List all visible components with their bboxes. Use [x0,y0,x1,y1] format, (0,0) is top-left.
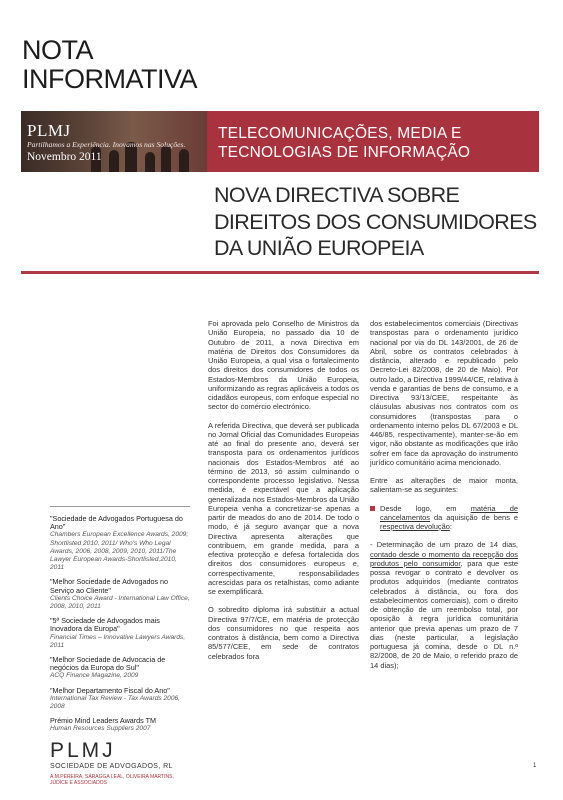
paragraph: Foi aprovada pelo Conselho de Ministros da União Europeia, no passado dia 10 de Outubro de 2011, a nova Directiva em matéria de Direitos dos Consumidores da União Europeia, a qual visa o fortalecimento dos direitos dos consumidores de todos os Estados-Membros da União Europeia, uniformizando as regras aplicáveis a todos os cidadãos europeus, com enfoque especial no sector do comércio electrónico. [208,319,359,412]
body-column-2 [370,319,518,679]
brand-name: PLMJ [27,121,71,140]
award-title: "Melhor Sociedade de Advocacia de negócios da Europa do Sul" [50,655,166,673]
award-item [50,578,190,611]
award-item [50,717,190,733]
award-item [50,656,190,681]
award-title: "5ª Sociedade de Advogados mais Inovadora da Europa" [50,616,160,634]
list-item: Desde logo, em matéria de cancelamentos da aquisição de bens e respectiva devolução: [370,504,518,532]
paragraph: O sobredito diploma irá substituir a actual Directiva 97/7/CE, em matéria de protecção dos consumidores no que respeita aos contratos à distância, bem como a Directiva 85/577/CEE, em sede de contratos celebrados fora [208,605,359,661]
article-title-line-3: DA UNIÃO EUROPEIA [214,236,424,260]
sub-list-item: - Determinação de um prazo de 14 dias, contado desde o momento da recepção dos produtos pelo consumidor, para que este possa revogar o contrato e devolver os produtos adquiridos (mediante contratos celebrados à distância, ou fora dos estabelecimentos comerciais), com o direito de obtenção de um reembolso total, por oposição à regra jurídica comunitária anterior que previa apenas um prazo de 7 dias (neste particular, a legislação portuguesa já comina, desde o DL n.º 82/2008, de 20 de Maio, o referido prazo de 14 dias); [370,540,518,670]
awards-sidebar [50,506,190,740]
practice-area-title [218,124,538,162]
logo-wordmark: PLMJ [50,739,116,762]
article-title [214,182,549,262]
masthead-line-1: NOTA [22,35,93,65]
awards-divider [50,506,190,507]
article-title-line-1: NOVA DIRECTIVA SOBRE [214,183,460,207]
award-item [50,687,190,712]
award-source: Financial Times – Innovative Lawyers Awards, 2011 [50,633,186,649]
award-title: Prémio Mind Leaders Awards TM [50,716,156,726]
award-source: Chambers European Excellence Awards, 2009; Shortlisted 2010, 2011/ Who's Who Legal Awards, 2006, 2008, 2009, 2010, 2011/The Lawyer European Awards-Shortlisted,2010, 2011 [50,531,189,572]
award-item [50,515,190,572]
logo-subtitle: SOCIEDADE DE ADVOGADOS, RL [50,763,173,770]
practice-area-line-1: TELECOMUNICAÇÕES, MEDIA E [218,125,462,142]
award-source: ACQ Finance Magazine, 2009 [50,672,139,680]
article-title-line-2: DIREITOS DOS CONSUMIDORES [214,209,537,234]
bullet-icon [370,506,375,511]
issue-date: Novembro 2011 [27,151,102,163]
page-number: 1 [533,763,537,769]
award-title: "Sociedade de Advogados Portuguesa do Ano" [50,514,183,532]
award-source: Clients Choice Award - International Law Office, 2008, 2010, 2011 [50,594,190,611]
logo-partners: A.M.PEREIRA, SÁRAGGA LEAL, OLIVEIRA MARTINS, JÚDICE E ASSOCIADOS [50,774,174,786]
masthead-line-2: INFORMATIVA [22,64,197,94]
masthead-title [22,36,197,94]
award-source: International Tax Review - Tax Awards 2006, 2008 [50,694,180,711]
brand-tagline: Partilhamos a Experiência. Inovamos nas Soluções. [27,140,186,149]
title-divider [21,271,539,274]
award-title: "Melhor Sociedade de Advogados no Serviço ao Cliente" [50,577,169,595]
firm-logo [50,740,180,786]
award-source: Human Resources Suppliers 2007 [50,725,151,733]
paragraph: Entre as alterações de maior monta, salientam-se as seguintes: [370,476,518,495]
paragraph: A referida Directiva, que deverá ser publicada no Jornal Oficial das Comunidades Europeias até ao final do presente ano, deverá ser transposta para os ordenamentos jurídicos nacionais dos Estados-Membros até ao término de 2013, só assim culminando o correspondente processo legislativo. Nessa medida, é expectável que a aplicação generalizada nos Estados-Membros da União Europeia venha a concretizar-se apenas a partir de meados do ano de 2014. De todo o modo, é já seguro avançar que a nova Directiva apresenta alterações que contribuem, em grande medida, para a efectiva protecção e defesa fortalecida dos direitos dos consumidores europeus e, correspectivamente, responsabilidades acrescidas para os retalhistas, como adiante se exemplificará. [208,420,359,596]
practice-area-line-2: TECNOLOGIAS DE INFORMAÇÃO [218,144,471,161]
award-title: "Melhor Departamento Fiscal do Ano" [50,685,170,695]
award-item [50,617,190,650]
paragraph: dos estabelecimentos comerciais (Directivas transpostas para o ordenamento jurídico nacional por via do DL 143/2001, de 26 de Abril, sobre os contratos celebrados à distância, alterado e republicado pelo Decreto-Lei 82/2008, de 20 de Maio). Por outro lado, a Directiva 1999/44/CE, relativa à venda e garantias de bens de consumo, e a Directiva 93/13/CEE, respeitante às cláusulas abusivas nos contratos com os consumidores (transpostas para o ordenamento interno pelos DL 67/2003 e DL 446/85, respectivamente), manter-se-ão em vigor, não obstante as modificações que irão sofrer em face da aprovação do instrumento jurídico comunitário acima mencionado. [370,319,519,467]
body-column-1 [208,319,359,670]
